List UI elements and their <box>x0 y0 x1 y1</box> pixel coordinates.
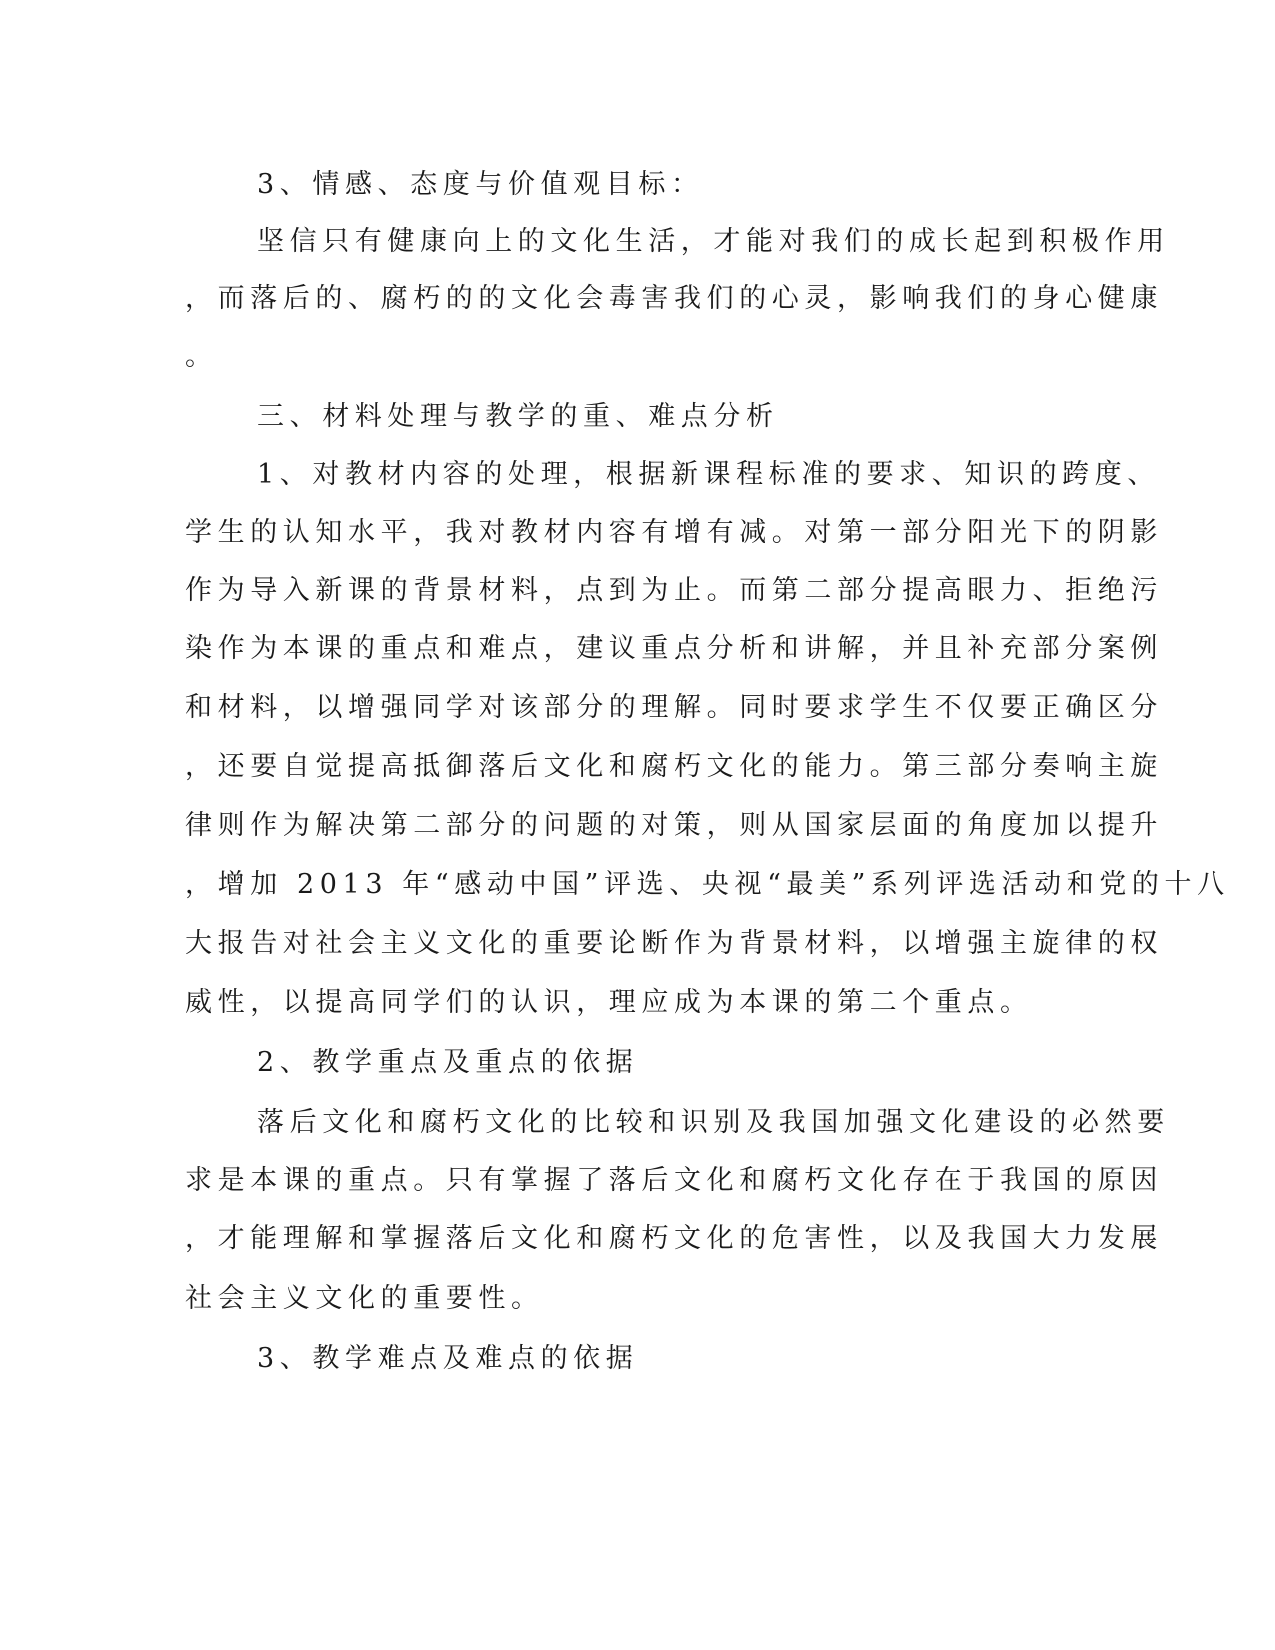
paragraph-line: ，才能理解和掌握落后文化和腐朽文化的危害性，以及我国大力发展 <box>185 1223 1163 1254</box>
paragraph-line: 坚信只有健康向上的文化生活，才能对我们的成长起到积极作用 <box>257 226 1170 257</box>
paragraph-line: 染作为本课的重点和难点，建议重点分析和讲解，并且补充部分案例 <box>185 633 1163 664</box>
subheading-key-points: 2、教学重点及重点的依据 <box>257 1047 639 1078</box>
paragraph-line: ，而落后的、腐朽的的文化会毒害我们的心灵，影响我们的身心健康 <box>185 283 1163 314</box>
paragraph-line: 威性，以提高同学们的认识，理应成为本课的第二个重点。 <box>185 987 1033 1018</box>
paragraph-line: 作为导入新课的背景材料，点到为止。而第二部分提高眼力、拒绝污 <box>185 575 1163 606</box>
paragraph-line: 落后文化和腐朽文化的比较和识别及我国加强文化建设的必然要 <box>257 1107 1170 1138</box>
paragraph-line: 和材料，以增强同学对该部分的理解。同时要求学生不仅要正确区分 <box>185 692 1163 723</box>
paragraph-line: 求是本课的重点。只有掌握了落后文化和腐朽文化存在于我国的原因 <box>185 1165 1163 1196</box>
subheading-difficult-points: 3、教学难点及难点的依据 <box>257 1343 639 1374</box>
paragraph-line: 。 <box>185 341 218 372</box>
section-heading-material-analysis: 三、材料处理与教学的重、难点分析 <box>257 401 779 432</box>
paragraph-line: 律则作为解决第二部分的问题的对策，则从国家层面的角度加以提升 <box>185 810 1163 841</box>
subheading-emotion-goals: 3、情感、态度与价值观目标： <box>257 169 704 200</box>
paragraph-line: 社会主义文化的重要性。 <box>185 1283 544 1314</box>
paragraph-line: ，还要自觉提高抵御落后文化和腐朽文化的能力。第三部分奏响主旋 <box>185 751 1163 782</box>
paragraph-line: 大报告对社会主义文化的重要论断作为背景材料，以增强主旋律的权 <box>185 928 1163 959</box>
paragraph-line: 学生的认知水平，我对教材内容有增有减。对第一部分阳光下的阴影 <box>185 517 1163 548</box>
paragraph-line: 1、对教材内容的处理，根据新课程标准的要求、知识的跨度、 <box>257 459 1160 490</box>
paragraph-line: ，增加 2013 年“感动中国”评选、央视“最美”系列评选活动和党的十八 <box>185 869 1230 900</box>
